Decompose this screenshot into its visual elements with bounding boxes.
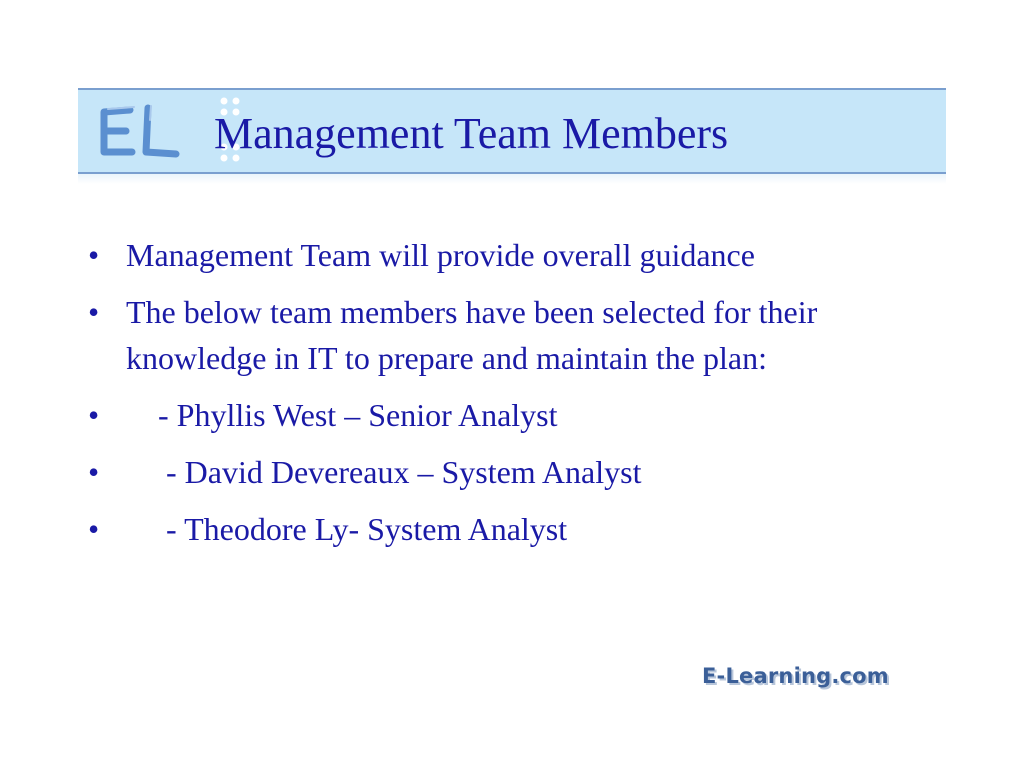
- list-item: [84, 289, 934, 381]
- title-banner-shadow: [78, 174, 946, 184]
- bullet-marker: •: [88, 511, 100, 547]
- bullet-text: - Phyllis West – Senior Analyst: [126, 397, 558, 433]
- list-item: [84, 449, 934, 495]
- bullet-list: [84, 232, 934, 563]
- brand-logo: E-Learning.com: [702, 664, 889, 688]
- el-logo: [96, 100, 186, 164]
- bullet-marker: •: [88, 454, 100, 490]
- bullet-text: - Theodore Ly- System Analyst: [126, 511, 568, 547]
- list-item: [84, 232, 934, 278]
- bullet-text: The below team members have been selected for their knowledge in IT to prepare and maintain the plan:: [126, 294, 826, 376]
- slide-title: Management Team Members: [214, 109, 729, 158]
- bullet-text: Management Team will provide overall guidance: [126, 237, 755, 273]
- bullet-marker: •: [88, 397, 100, 433]
- bullet-marker: •: [88, 294, 100, 330]
- list-item: [84, 506, 934, 552]
- list-item: [84, 392, 934, 438]
- bullet-text: - David Devereaux – System Analyst: [126, 454, 642, 490]
- bullet-marker: •: [88, 237, 100, 273]
